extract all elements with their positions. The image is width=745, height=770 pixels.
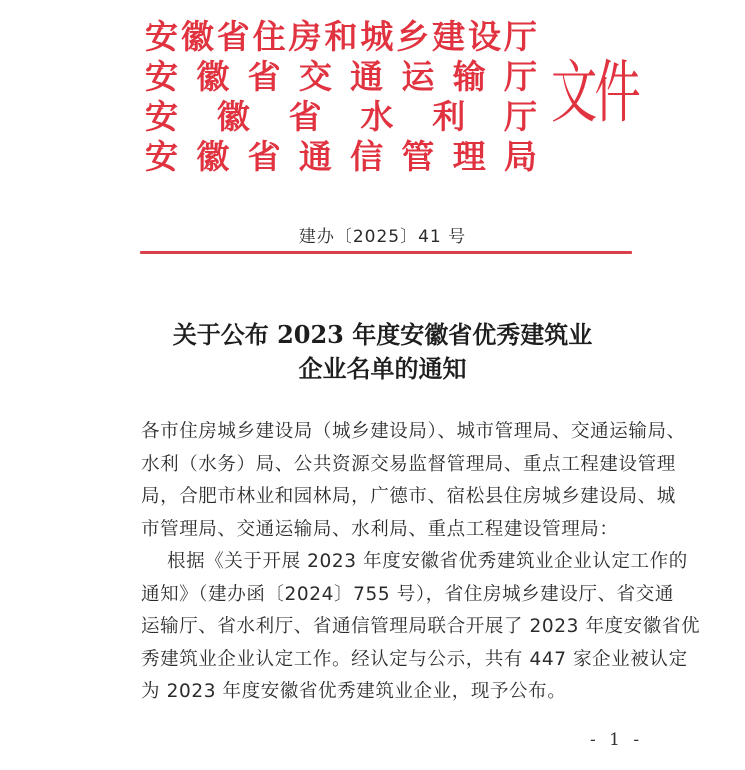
issuing-body-char: 徽 (196, 57, 230, 96)
paragraph-line: 秀建筑业企业认定工作。经认定与公示，共有 447 家企业被认定 (141, 648, 688, 670)
issuing-body-transport (145, 57, 537, 97)
issuing-body-char: 省 (216, 17, 250, 56)
issuing-body-char: 房 (288, 17, 322, 56)
red-divider (140, 251, 632, 254)
paragraph-line: 通知》（建办函〔2024〕755 号），省住房城乡建设厅、省交通 (141, 583, 674, 605)
title-line-2: 企业名单的通知 (298, 354, 467, 383)
document-title (0, 318, 745, 386)
issuing-body-char: 徽 (180, 17, 214, 56)
issuing-body-char: 乡 (396, 17, 430, 56)
issuing-body-char: 利 (432, 97, 466, 136)
paragraph-line: 根据《关于开展 2023 年度安徽省优秀建筑业企业认定工作的 (167, 551, 688, 572)
addressee-line: 各市住房城乡建设局（城乡建设局）、城市管理局、交通运输局、 (141, 421, 686, 442)
addressee-line: 局，合肥市林业和园林局，广德市、宿松县住房城乡建设局、城 (141, 486, 676, 507)
issuing-body-communications (145, 137, 537, 177)
issuing-body-char: 徽 (196, 137, 230, 176)
page-number: - 1 - (590, 730, 644, 750)
issuing-body-char: 管 (401, 137, 435, 176)
issuing-body-char: 信 (350, 137, 384, 176)
issuing-body-char: 安 (145, 137, 178, 176)
document-body (141, 416, 701, 709)
issuing-body-char: 省 (288, 97, 322, 136)
issuing-body-char: 城 (360, 17, 394, 56)
issuing-body-water (145, 97, 537, 137)
issuing-body-char: 和 (324, 17, 358, 56)
issuing-body-char: 安 (145, 97, 178, 136)
issuing-body-char: 理 (452, 137, 486, 176)
issuing-body-char: 通 (350, 57, 384, 96)
issuing-body-char: 安 (145, 17, 178, 56)
doc-type-label: 文件 (551, 54, 639, 133)
issuing-bodies (145, 17, 537, 177)
paragraph-line: 运输厅、省水利厅、省通信管理局联合开展了 2023 年度安徽省优 (141, 616, 701, 637)
issuing-body-char: 输 (452, 57, 486, 96)
addressee-line: 市管理局、交通运输局、水利局、重点工程建设管理局： (141, 518, 619, 540)
issuing-body-char: 厅 (503, 57, 537, 96)
issuing-body-char: 住 (252, 17, 286, 56)
issuing-body-char: 徽 (216, 97, 250, 136)
issuing-body-char: 通 (298, 137, 332, 176)
paragraph-line: 为 2023 年度安徽省优秀建筑业企业，现予公布。 (141, 681, 567, 702)
issuing-body-char: 设 (468, 17, 502, 56)
issuing-body-char: 交 (298, 57, 332, 96)
issuing-body-char: 安 (145, 57, 178, 96)
issuing-body-char: 省 (247, 57, 281, 96)
issuing-body-housing (145, 17, 537, 57)
issuing-body-char: 建 (432, 17, 466, 56)
issuing-body-char: 厅 (503, 17, 537, 56)
issuing-body-char: 局 (503, 137, 537, 176)
issuing-body-char: 水 (360, 97, 394, 136)
issuing-body-char: 运 (401, 57, 435, 96)
title-line-1: 关于公布 2023 年度安徽省优秀建筑业 (172, 320, 593, 349)
issuing-body-char: 省 (247, 137, 281, 176)
addressee-line: 水利（水务）局、公共资源交易监督管理局、重点工程建设管理 (141, 453, 676, 475)
document-number: 建办〔2025〕41 号 (298, 227, 467, 247)
issuing-body-char: 厅 (503, 97, 537, 136)
